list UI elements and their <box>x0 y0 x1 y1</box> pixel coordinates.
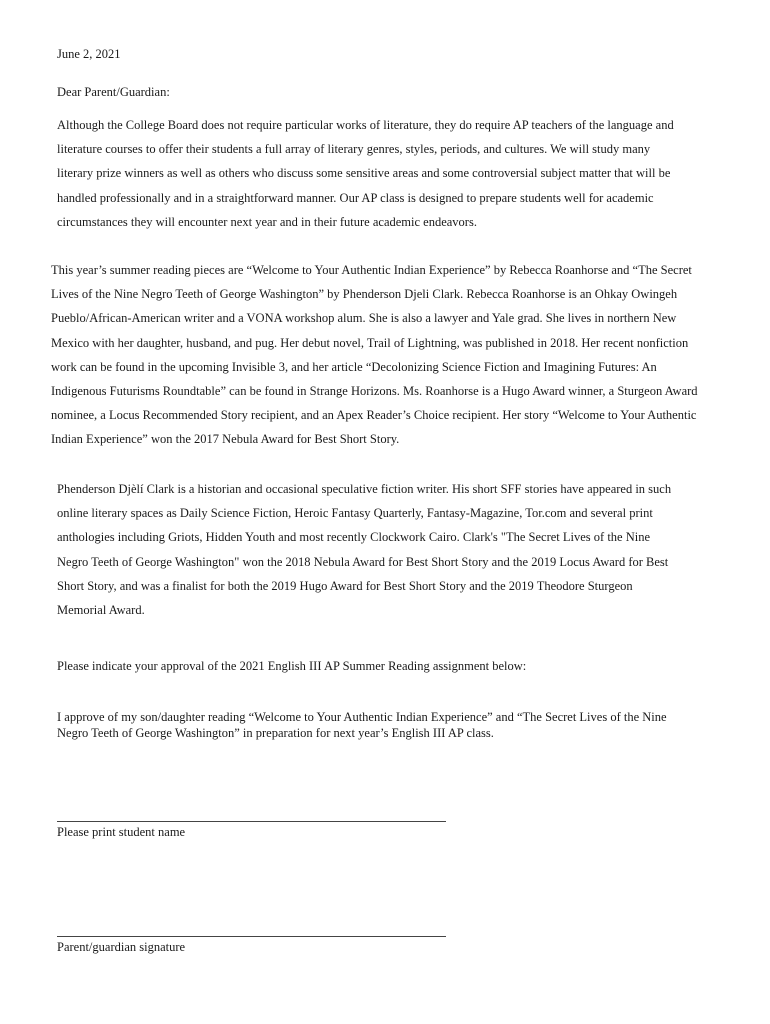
roanhorse-line: Indian Experience” won the 2017 Nebula Award for Best Short Story. <box>51 432 400 447</box>
clark-line: Phenderson Djèlí Clark is a historian and occasional speculative fiction writer. His short SFF stories have appeared in such <box>57 482 672 496</box>
roanhorse-line: Mexico with her daughter, husband, and pug. Her debut novel, Trail of Lightning, was published in 2018. Her recent nonfiction <box>51 335 689 350</box>
roanhorse-line: This year’s summer reading pieces are “Welcome to Your Authentic Indian Experience” by Rebecca Roanhorse and “The Secret <box>51 263 692 277</box>
intro-line: Although the College Board does not require particular works of literature, they do require AP teachers of the language and <box>57 118 674 132</box>
approval-request: Please indicate your approval of the 2021 English III AP Summer Reading assignment below: <box>57 659 527 673</box>
clark-line: Short Story, and was a finalist for both the 2019 Hugo Award for Best Short Story and the 2019 Theodore Sturgeon <box>57 578 633 593</box>
parent-signature-line[interactable] <box>57 936 446 937</box>
approval-statement <box>57 709 667 741</box>
intro-paragraph <box>57 117 674 238</box>
intro-line: literature courses to offer their students a full array of literary genres, styles, periods, and cultures. We will study many <box>57 142 651 157</box>
approval-line: Negro Teeth of George Washington” in preparation for next year’s English III AP class. <box>57 726 494 740</box>
roanhorse-line: work can be found in the upcoming Invisible 3, and her article “Decolonizing Science Fiction and Imagining Futures: An <box>51 359 657 374</box>
intro-line: handled professionally and in a straightforward manner. Our AP class is designed to prepare students well for academic <box>57 190 654 205</box>
roanhorse-line: Lives of the Nine Negro Teeth of George Washington” by Phenderson Djeli Clark. Rebecca Roanhorse is an Ohkay Owingeh <box>51 287 678 302</box>
student-name-line[interactable] <box>57 821 446 822</box>
intro-line: circumstances they will encounter next year and in their future academic endeavors. <box>57 214 477 229</box>
clark-line: Memorial Award. <box>57 602 145 617</box>
clark-line: online literary spaces as Daily Science Fiction, Heroic Fantasy Quarterly, Fantasy-Magazine, Tor.com and several print <box>57 506 653 521</box>
salutation: Dear Parent/Guardian: <box>57 85 170 99</box>
clark-paragraph <box>57 481 671 626</box>
clark-line: anthologies including Griots, Hidden Youth and most recently Clockwork Cairo. Clark's "The Secret Lives of the Nine <box>57 530 651 545</box>
parent-signature-label: Parent/guardian signature <box>57 940 186 954</box>
roanhorse-line: nominee, a Locus Recommended Story recipient, and an Apex Reader’s Choice recipient. Her story “Welcome to Your Authentic <box>51 408 697 423</box>
letter-date: June 2, 2021 <box>57 47 121 61</box>
roanhorse-line: Indigenous Futurisms Roundtable” can be found in Strange Horizons. Ms. Roanhorse is a Hugo Award winner, a Sturgeon Award <box>51 383 698 398</box>
approval-line: I approve of my son/daughter reading “Welcome to Your Authentic Indian Experience” and “The Secret Lives of the Nine <box>57 710 667 724</box>
intro-line: literary prize winners as well as others who discuss some sensitive areas and some controversial subject matter that will be <box>57 166 671 181</box>
roanhorse-paragraph <box>51 262 698 456</box>
clark-line: Negro Teeth of George Washington" won the 2018 Nebula Award for Best Short Story and the 2019 Locus Award for Best <box>57 554 669 569</box>
student-name-label: Please print student name <box>57 825 186 839</box>
roanhorse-line: Pueblo/African-American writer and a VONA workshop alum. She is also a lawyer and Yale grad. She lives in northern New <box>51 311 677 326</box>
